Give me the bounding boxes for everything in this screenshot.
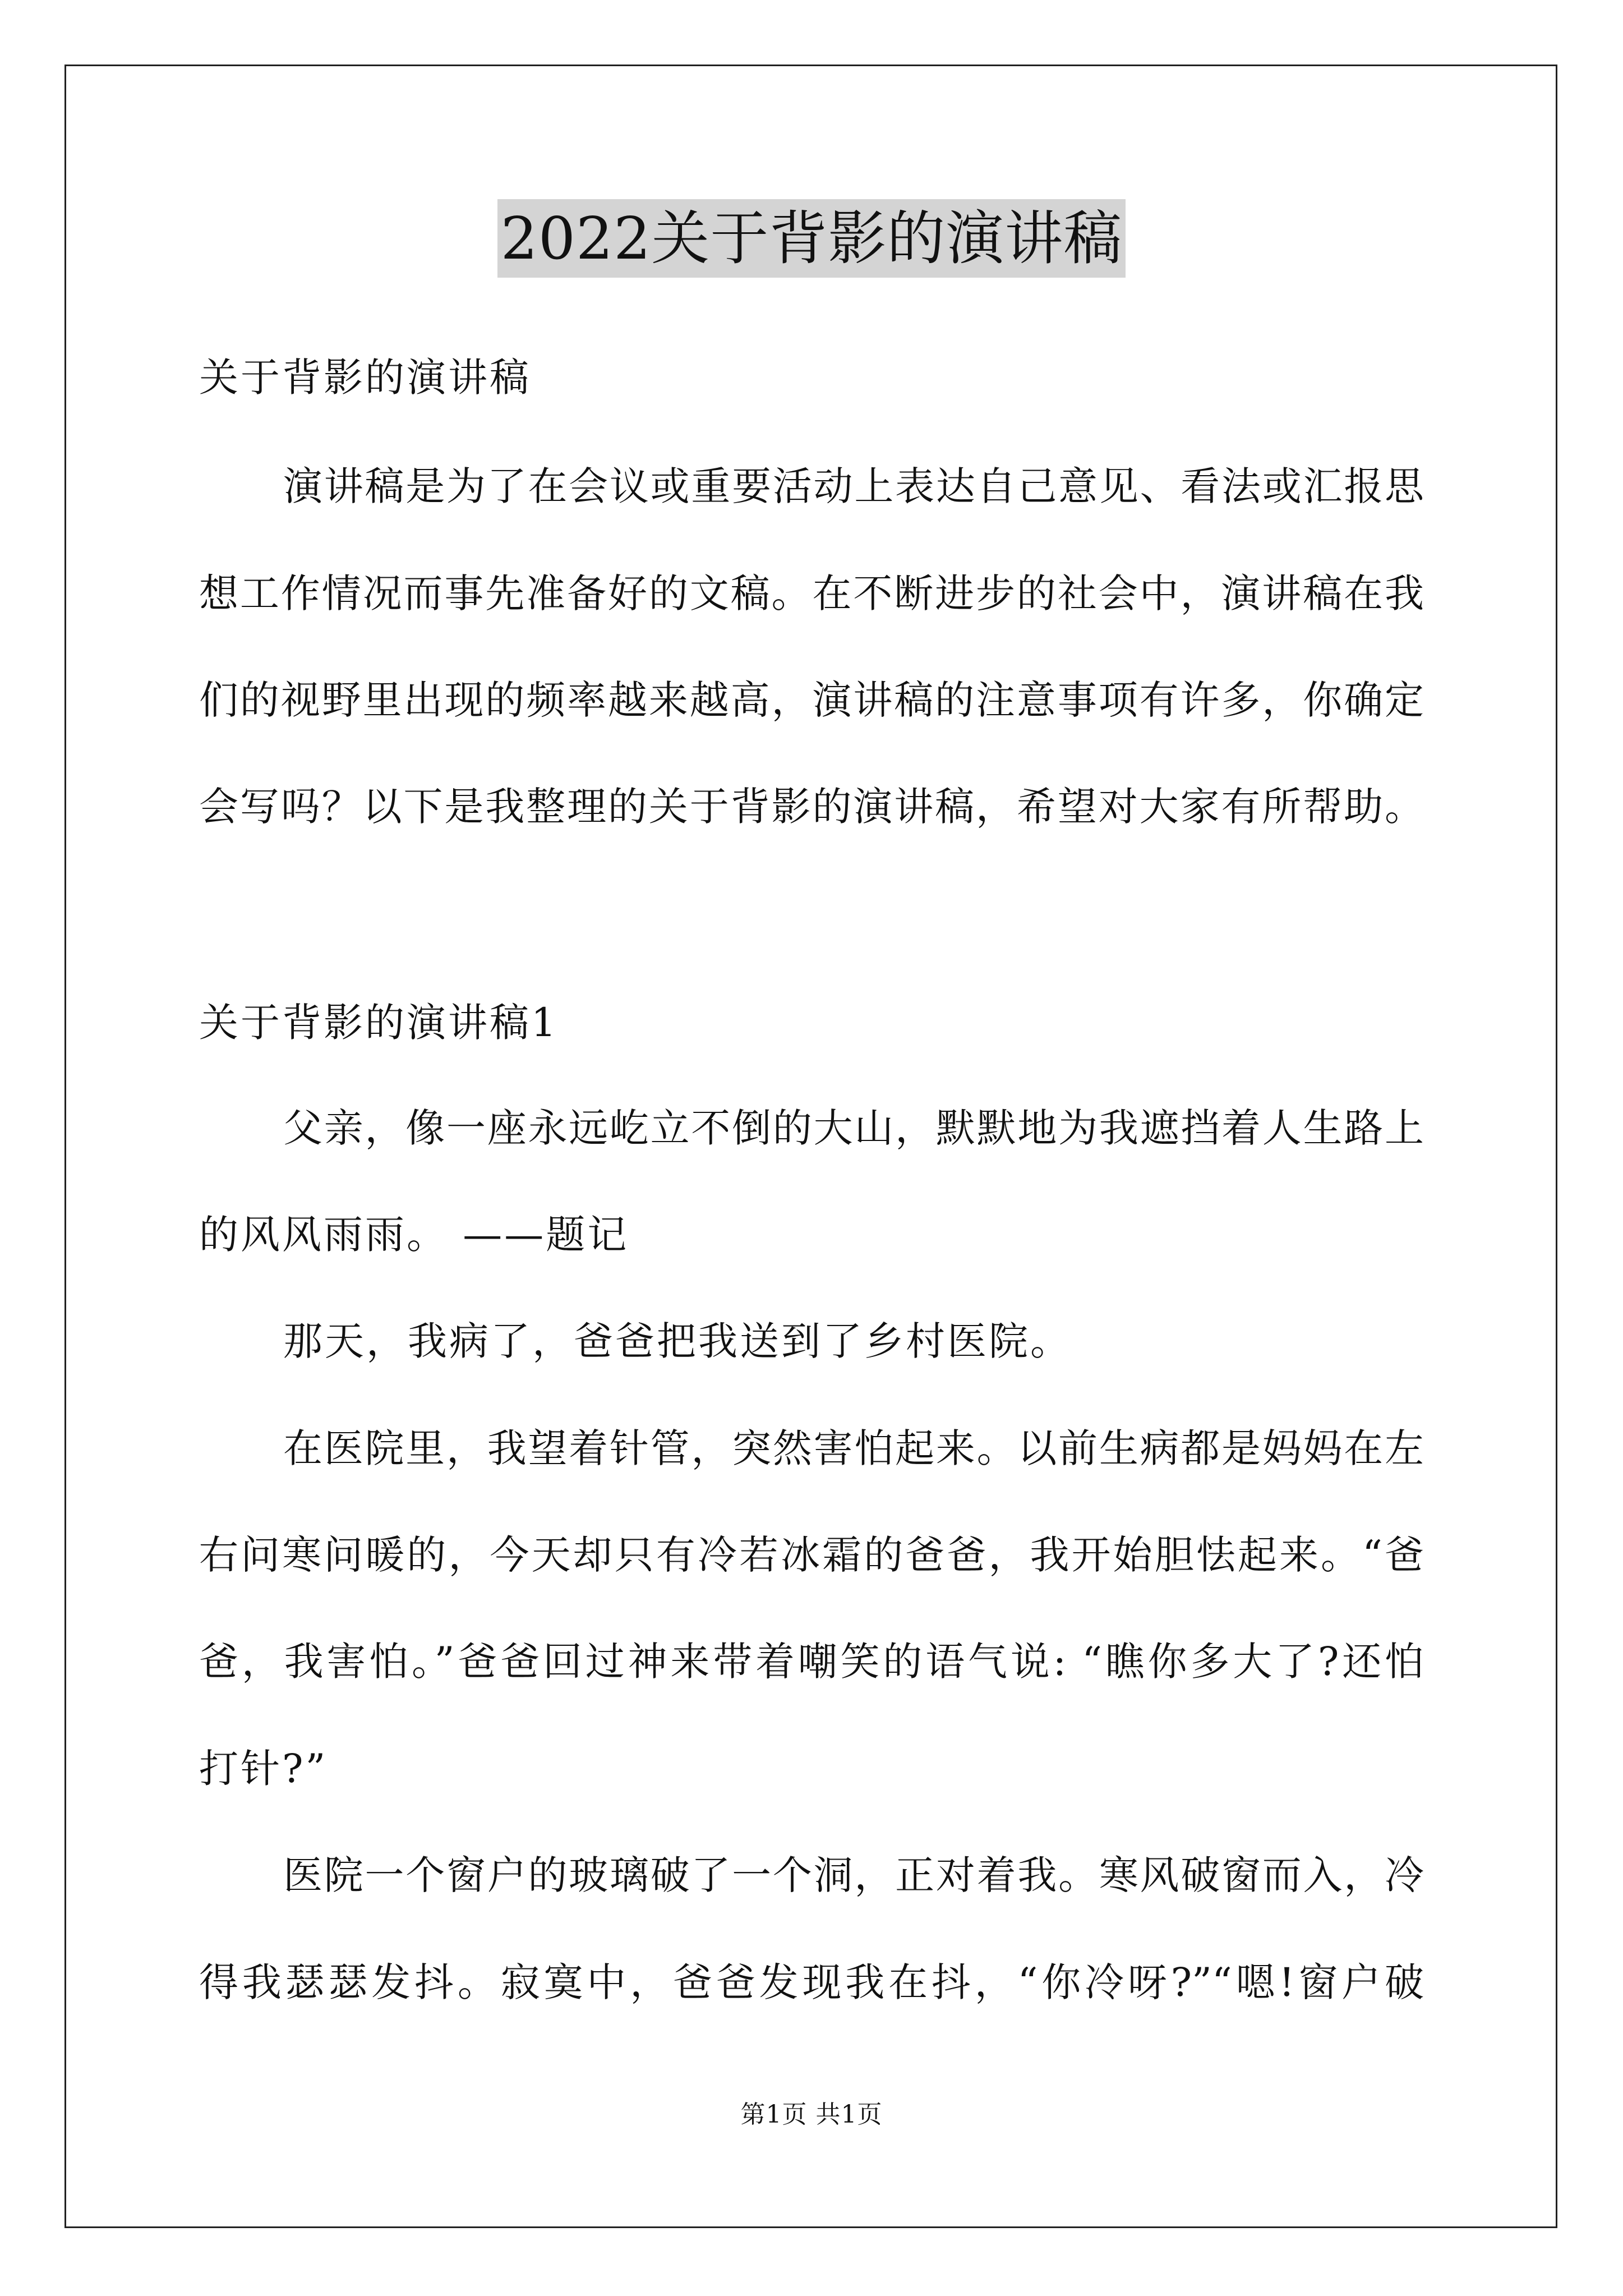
paragraph-line: 医院一个窗户的玻璃破了一个洞，正对着我。寒风破窗而入，冷 [283, 1852, 1424, 1898]
paragraph-line: 演讲稿是为了在会议或重要活动上表达自己意见、看法或汇报思 [283, 463, 1424, 509]
page-footer: 第1页 共1页 [740, 2100, 883, 2129]
paragraph-line: 想工作情况而事先准备好的文稿。在不断进步的社会中，演讲稿在我 [199, 570, 1424, 616]
document-title: 2022关于背影的演讲稿 [497, 199, 1126, 278]
paragraph-line: 打针?” [199, 1746, 328, 1792]
section-heading: 关于背影的演讲稿1 [199, 1000, 559, 1046]
paragraph-line: 会写吗？以下是我整理的关于背影的演讲稿，希望对大家有所帮助。 [199, 784, 1424, 830]
title-container [0, 199, 1623, 278]
section-heading: 关于背影的演讲稿 [199, 355, 531, 401]
paragraph-line: 爸，我害怕。”爸爸回过神来带着嘲笑的语气说: “瞧你多大了?还怕 [199, 1639, 1424, 1685]
paragraph-line: 父亲，像一座永远屹立不倒的大山，默默地为我遮挡着人生路上 [283, 1105, 1424, 1151]
paragraph-line: 得我瑟瑟发抖。寂寞中，爸爸发现我在抖，“你冷呀?”“嗯!窗户破 [199, 1959, 1424, 2005]
paragraph-line: 的风风雨雨。 ——题记 [199, 1212, 629, 1258]
paragraph-line: 们的视野里出现的频率越来越高，演讲稿的注意事项有许多，你确定 [199, 677, 1424, 723]
paragraph-line: 右问寒问暖的，今天却只有冷若冰霜的爸爸，我开始胆怯起来。“爸 [199, 1532, 1424, 1578]
paragraph-line: 那天，我病了，爸爸把我送到了乡村医院。 [283, 1318, 1072, 1364]
paragraph-line: 在医院里，我望着针管，突然害怕起来。以前生病都是妈妈在左 [283, 1425, 1424, 1471]
